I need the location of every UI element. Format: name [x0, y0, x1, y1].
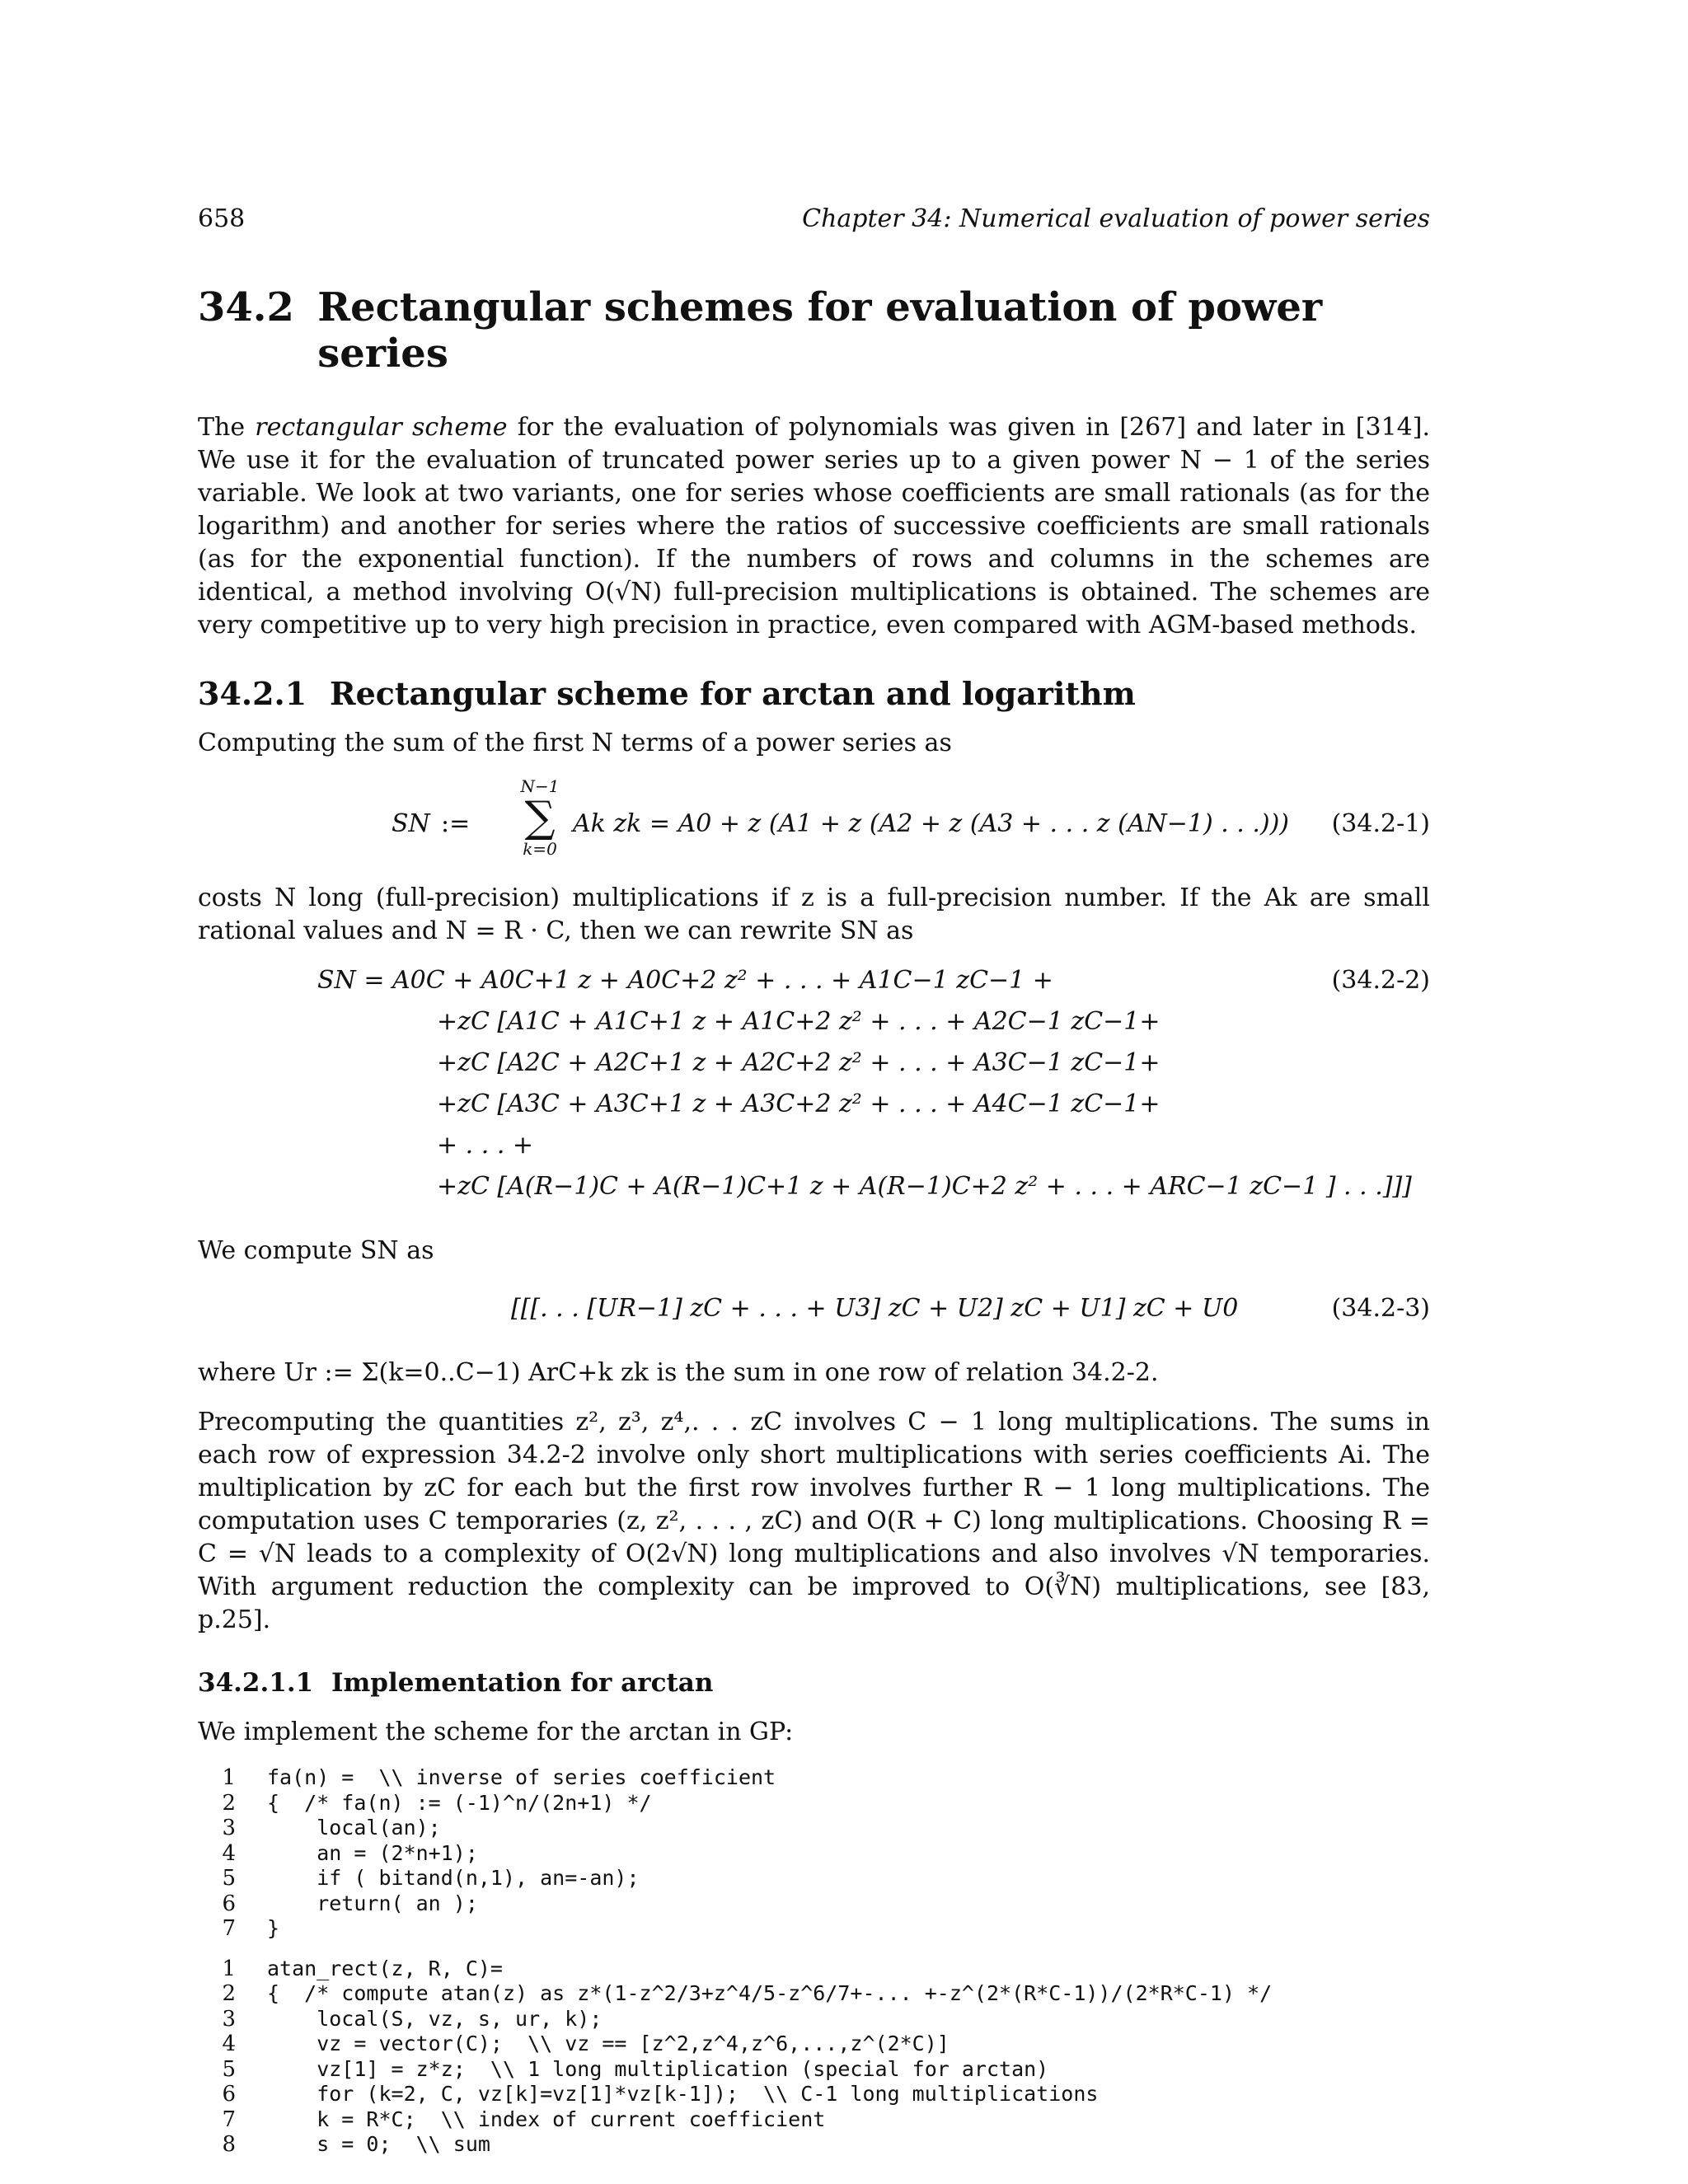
- equation-34-2-3: [198, 1284, 1430, 1342]
- eq3-rhs: [[[. . . [UR−1] zC + . . . + U3] zC + U2] zC + U1] zC + U0: [511, 1294, 1239, 1323]
- section-number: 34.2: [198, 284, 294, 330]
- code-line: [198, 2057, 1430, 2083]
- eq1-lhs: SN: [392, 809, 430, 838]
- code-text: atan_rect(z, R, C)=: [267, 1956, 503, 1980]
- code-line: [198, 1981, 1430, 2007]
- sigma-icon: ∑: [524, 793, 556, 842]
- code-text: s = 0; \\ sum: [267, 2132, 490, 2156]
- code-text: local(an);: [267, 1816, 441, 1840]
- line-number: 8: [222, 2132, 236, 2157]
- subsection-heading: [198, 675, 1430, 712]
- line-number: 1: [222, 1956, 236, 1981]
- code-text: { /* fa(n) := (-1)^n/(2n+1) */: [267, 1790, 652, 1815]
- code-text: if ( bitand(n,1), an=-an);: [267, 1866, 640, 1890]
- subsection-number: 34.2.1: [198, 675, 307, 712]
- line-number: 7: [222, 2107, 236, 2132]
- code-text: local(S, vz, s, ur, k);: [267, 2006, 603, 2031]
- code-line: [198, 2032, 1430, 2057]
- eq2-row: +zC [A3C + A3C+1 z + A3C+2 z² + . . . + A4C−1 zC−1+: [437, 1090, 1160, 1118]
- line-number: 6: [222, 2082, 236, 2107]
- code-line: [198, 2132, 1430, 2158]
- code-listing-fa: [198, 1765, 1430, 1942]
- code-line: [198, 1891, 1430, 1917]
- line-number: 2: [222, 1981, 236, 2006]
- subsubsection-number: 34.2.1.1: [198, 1668, 314, 1698]
- eq2-row: +zC [A(R−1)C + A(R−1)C+1 z + A(R−1)C+2 z² + . . . + ARC−1 zC−1 ] . . .]]]: [437, 1172, 1412, 1201]
- code-text: fa(n) = \\ inverse of series coefficient: [267, 1765, 776, 1789]
- equation-34-2-2: [198, 964, 1430, 1220]
- eq2-row: + . . . +: [437, 1131, 534, 1160]
- code-line: [198, 2082, 1430, 2107]
- code-text: { /* compute atan(z) as z*(1-z^2/3+z^4/5-z^6/7+-... +-z^(2*(R*C-1))/(2*R*C-1) */: [267, 1981, 1273, 2005]
- equation-number: (34.2-1): [1331, 809, 1430, 838]
- code-line: [198, 2007, 1430, 2032]
- paragraph-compute: We compute SN as: [198, 1236, 434, 1265]
- code-text: k = R*C; \\ index of current coefficient: [267, 2107, 826, 2131]
- eq2-row: SN = A0C + A0C+1 z + A0C+2 z² + . . . + A1C−1 zC−1 +: [317, 966, 1053, 995]
- paragraph-costs: costs N long (full-precision) multiplications if z is a full-precision number. If the Ak are small rational values and N = R · C, then we can rewrite SN as: [198, 883, 1430, 945]
- line-number: 4: [222, 2032, 236, 2056]
- section-heading: [198, 284, 1430, 377]
- code-line: [198, 1866, 1430, 1891]
- code-line: [198, 1841, 1430, 1867]
- equation-34-2-1: [198, 776, 1430, 867]
- code-line: [198, 1816, 1430, 1841]
- line-number: 1: [222, 1765, 236, 1790]
- section-title: Rectangular schemes for evaluation of power series: [317, 284, 1323, 377]
- line-number: 6: [222, 1891, 236, 1916]
- code-line: [198, 1791, 1430, 1816]
- paragraph-precompute: Precomputing the quantities z², z³, z⁴,. . . zC involves C − 1 long multiplications. The sums in each row of expression 34.2-2 involve only short multiplications with series coefficients Ai. The multiplication by zC for each but the first row involves further R − 1 long multiplications. The computation uses C temporaries (z, z², . . . , zC) and O(R + C) long multiplications. Choosing R = C = √N leads to a complexity of O(2√N) long multiplications and also involves √N temporaries. With argument reduction the complexity can be improved to O(∛N) multiplications, see [83, p.25].: [198, 1408, 1430, 1634]
- paragraph-where: where Ur := Σ(k=0..C−1) ArC+k zk is the sum in one row of relation 34.2-2.: [198, 1358, 1159, 1387]
- code-line: [198, 2107, 1430, 2133]
- running-header: [198, 204, 1430, 233]
- code-text: vz = vector(C); \\ vz == [z^2,z^4,z^6,...,z^(2*C)]: [267, 2032, 950, 2055]
- subsection-title: Rectangular scheme for arctan and logarithm: [330, 675, 1136, 712]
- line-number: 5: [222, 1866, 236, 1891]
- line-number: 5: [222, 2056, 236, 2082]
- eq1-rhs: Ak zk = A0 + z (A1 + z (A2 + z (A3 + . . . z (AN−1) . . .))): [573, 809, 1289, 838]
- line-number: 3: [222, 2006, 236, 2032]
- code-listing-atan-rect: [198, 1957, 1430, 2158]
- subsubsection-heading: [198, 1668, 1430, 1698]
- code-text: vz[1] = z*z; \\ 1 long multiplication (special for arctan): [267, 2056, 1049, 2081]
- paragraph-sum-intro: Computing the sum of the first N terms of a power series as: [198, 729, 952, 757]
- paragraph-implement: We implement the scheme for the arctan in GP:: [198, 1718, 794, 1746]
- summation-sign: [511, 776, 569, 859]
- section-intro: The rectangular scheme for the evaluation of polynomials was given in [267] and later in [314]. We use it for the evaluation of truncated power series up to a given power N − 1 of the series variable. We look at two variants, one for series whose coefficients are small rationals (as for the logarithm) and another for series where the ratios of successive coefficients are small rationals (as for the exponential function). If the numbers of rows and columns in the schemes are identical, a method involving O(√N) full-precision multiplications is obtained. The schemes are very competitive up to very high precision in practice, even compared with AGM-based methods.: [198, 413, 1430, 640]
- code-text: for (k=2, C, vz[k]=vz[1]*vz[k-1]); \\ C-1 long multiplications: [267, 2082, 1099, 2106]
- subsubsection-title: Implementation for arctan: [331, 1668, 714, 1698]
- sum-upper-limit: N−1: [520, 776, 560, 796]
- line-number: 4: [222, 1840, 236, 1866]
- equation-number: (34.2-2): [1331, 966, 1430, 995]
- page: [198, 198, 1430, 2172]
- eq1-assign: :=: [441, 809, 471, 838]
- code-text: return( an );: [267, 1891, 478, 1915]
- code-text: }: [267, 1916, 280, 1940]
- emphasis-term: rectangular scheme: [255, 413, 508, 442]
- code-line: [198, 1765, 1430, 1791]
- eq2-row: +zC [A1C + A1C+1 z + A1C+2 z² + . . . + A2C−1 zC−1+: [437, 1007, 1160, 1036]
- code-text: an = (2*n+1);: [267, 1840, 478, 1865]
- sum-lower-limit: k=0: [523, 839, 557, 859]
- line-number: 2: [222, 1790, 236, 1816]
- line-number: 7: [222, 1916, 236, 1941]
- chapter-title: Chapter 34: Numerical evaluation of power series: [802, 204, 1430, 233]
- code-line: [198, 1916, 1430, 1942]
- line-number: 3: [222, 1816, 236, 1840]
- equation-number: (34.2-3): [1331, 1294, 1430, 1323]
- code-line: [198, 1957, 1430, 1982]
- page-number: 658: [198, 204, 246, 233]
- eq2-row: +zC [A2C + A2C+1 z + A2C+2 z² + . . . + A3C−1 zC−1+: [437, 1048, 1160, 1077]
